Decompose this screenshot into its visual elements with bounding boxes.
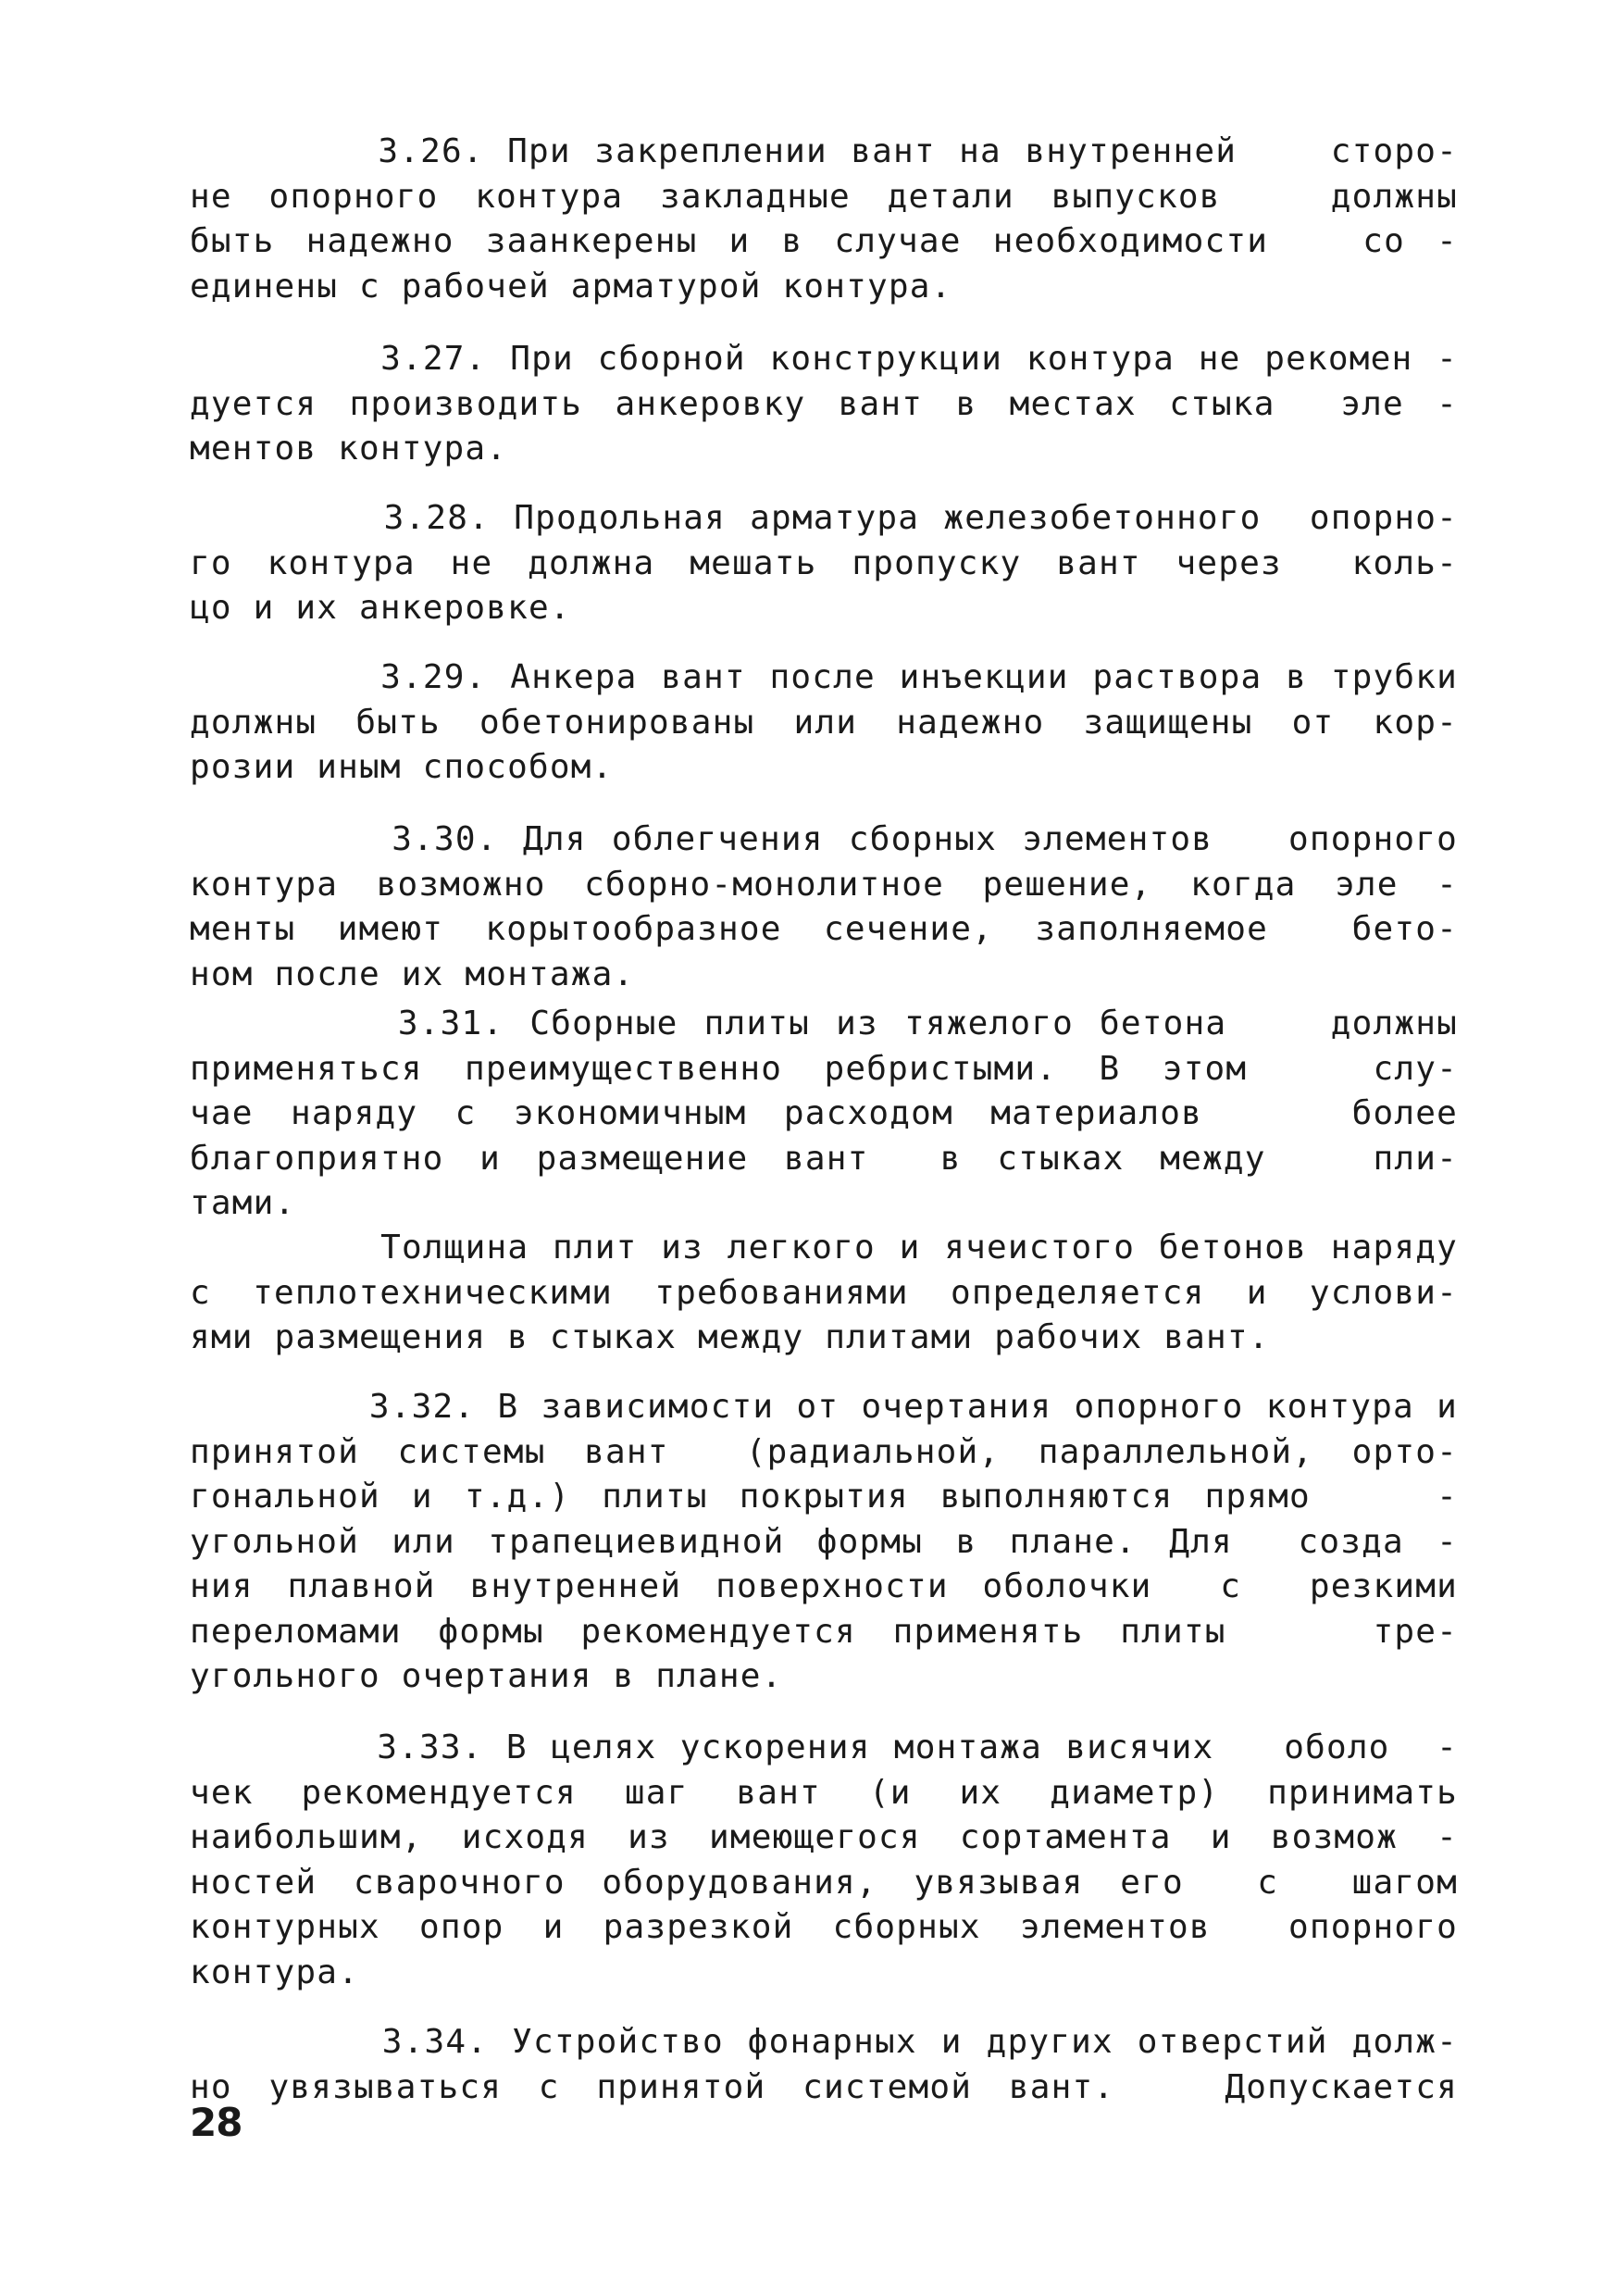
text-line: но увязываться с принятой системой вант. Допускается	[190, 2067, 1458, 2106]
text-line: не опорного контура закладные детали выпусков должны	[190, 177, 1458, 216]
text-line: 3.26. При закреплении вант на внутренней сторо-	[190, 132, 1458, 170]
paragraph-3-26	[190, 130, 1458, 309]
text-line: дуется производить анкеровку вант в местах стыка эле -	[190, 384, 1458, 423]
paragraph-3-31-continued	[190, 1226, 1458, 1361]
text-line: цо и их анкеровке.	[190, 589, 571, 627]
text-line: го контура не должна мешать пропуску вант через коль-	[190, 543, 1458, 582]
paragraph-3-27	[190, 337, 1458, 472]
paragraph-3-33	[190, 1726, 1458, 1995]
text-line: 3.33. В целях ускорения монтажа висячих оболо -	[190, 1728, 1458, 1766]
text-line: ном после их монтажа.	[190, 955, 635, 993]
paragraph-3-34	[190, 2020, 1458, 2110]
text-line: 3.34. Устройство фонарных и других отверстий долж-	[190, 2023, 1458, 2061]
text-line: единены с рабочей арматурой контура.	[190, 267, 952, 306]
text-line: ностей сварочного оборудования, увязывая его с шагом	[190, 1863, 1458, 1902]
text-line: 3.32. В зависимости от очертания опорного контура и	[190, 1388, 1458, 1426]
text-line: контура возможно сборно-монолитное решение, когда эле -	[190, 865, 1458, 904]
text-line: розии иным способом.	[190, 748, 614, 786]
paragraph-3-29	[190, 655, 1458, 791]
text-line: быть надежно заанкерены и в случае необходимости со -	[190, 222, 1458, 260]
text-line: ния плавной внутренней поверхности оболочки с резкими	[190, 1567, 1458, 1605]
text-line: менты имеют корытообразное сечение, заполняемое бето-	[190, 910, 1458, 948]
text-line: благоприятно и размещение вант в стыках между пли-	[190, 1139, 1458, 1178]
text-line: ями размещения в стыках между плитами рабочих вант.	[190, 1318, 1270, 1356]
text-line: чек рекомендуется шаг вант (и их диаметр) принимать	[190, 1773, 1458, 1812]
text-line: тами.	[190, 1184, 296, 1222]
text-line: угольного очертания в плане.	[190, 1657, 783, 1695]
text-line: применяться преимущественно ребристыми. В этом слу-	[190, 1049, 1458, 1088]
paragraph-3-31	[190, 1002, 1458, 1227]
text-line: гональной и т.д.) плиты покрытия выполняются прямо -	[190, 1478, 1458, 1516]
paragraph-3-28	[190, 496, 1458, 631]
text-line: 3.31. Сборные плиты из тяжелого бетона должны	[190, 1004, 1458, 1042]
text-line: контура.	[190, 1953, 359, 1991]
page-number: 28	[190, 2100, 243, 2145]
text-line: 3.29. Анкера вант после инъекции раствора в трубки	[190, 658, 1458, 696]
text-line: принятой системы вант (радиальной, параллельной, орто-	[190, 1432, 1458, 1471]
text-line: 3.28. Продольная арматура железобетонного опорно-	[190, 499, 1458, 537]
text-line: чае наряду с экономичным расходом материалов более	[190, 1094, 1458, 1132]
text-line: контурных опор и разрезкой сборных элементов опорного	[190, 1908, 1458, 1946]
paragraph-3-32	[190, 1385, 1458, 1700]
text-line: с теплотехническими требованиями определяется и услови-	[190, 1273, 1458, 1312]
text-line: угольной или трапециевидной формы в плане. Для созда -	[190, 1522, 1458, 1561]
text-line: наибольшим, исходя из имеющегося сортамента и возмож -	[190, 1818, 1458, 1856]
text-line: переломами формы рекомендуется применять плиты тре-	[190, 1612, 1458, 1651]
text-line: ментов контура.	[190, 430, 508, 468]
text-line: Толщина плит из легкого и ячеистого бетонов наряду	[190, 1229, 1458, 1267]
text-line: 3.30. Для облегчения сборных элементов опорного	[190, 820, 1458, 858]
text-line: должны быть обетонированы или надежно защищены от кор-	[190, 703, 1458, 742]
text-line: 3.27. При сборной конструкции контура не рекомен -	[190, 340, 1458, 378]
paragraph-3-30	[190, 817, 1458, 997]
